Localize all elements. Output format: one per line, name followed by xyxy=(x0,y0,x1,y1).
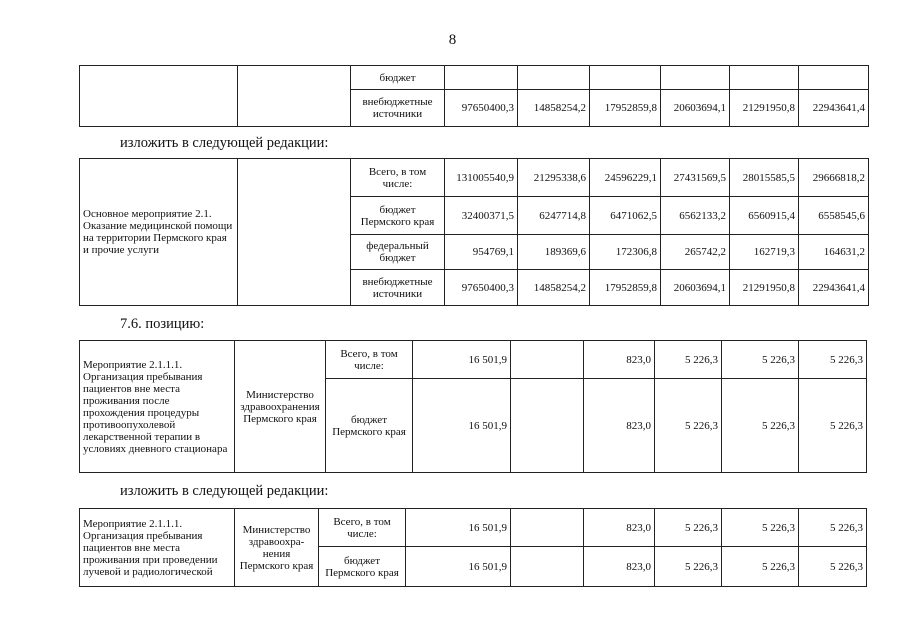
value-cell: 6560915,4 xyxy=(730,197,799,235)
value-cell: 6558545,6 xyxy=(799,197,869,235)
page-number: 8 xyxy=(448,32,457,48)
category-cell: бюджет Пермского края xyxy=(351,197,445,235)
value-cell xyxy=(799,66,869,90)
description-cell: Мероприятие 2.1.1.1. Организация пребывания пациентов вне места проживания после прохождения процедуры противоопухолевой лекарственной терапии в условиях дневного стационара xyxy=(80,341,235,473)
value-cell: 265742,2 xyxy=(661,235,730,270)
value-cell: 22943641,4 xyxy=(799,90,869,127)
value-cell: 172306,8 xyxy=(590,235,661,270)
ministry-cell: Министерство здравоохра-нения Пермского края xyxy=(235,509,319,587)
value-cell: 17952859,8 xyxy=(590,270,661,306)
value-cell: 5 226,3 xyxy=(799,509,867,547)
value-cell: 823,0 xyxy=(584,547,655,587)
table-row xyxy=(80,159,869,197)
description-cell: Мероприятие 2.1.1.1. Организация пребывания пациентов вне места проживания при проведении лучевой и радиологической xyxy=(80,509,235,587)
value-cell xyxy=(511,379,584,473)
value-cell: 16 501,9 xyxy=(413,341,511,379)
table-row xyxy=(80,66,869,90)
ministry-cell: Министерство здравоохранения Пермского края xyxy=(235,341,326,473)
value-cell xyxy=(511,547,584,587)
value-cell: 14858254,2 xyxy=(518,270,590,306)
value-cell: 5 226,3 xyxy=(722,509,799,547)
category-cell: Всего, в том числе: xyxy=(351,159,445,197)
value-cell: 97650400,3 xyxy=(445,270,518,306)
value-cell: 32400371,5 xyxy=(445,197,518,235)
value-cell: 5 226,3 xyxy=(799,379,867,473)
value-cell: 29666818,2 xyxy=(799,159,869,197)
category-cell: внебюджетные источники xyxy=(351,90,445,127)
value-cell: 21291950,8 xyxy=(730,90,799,127)
value-cell: 5 226,3 xyxy=(799,547,867,587)
value-cell: 189369,6 xyxy=(518,235,590,270)
value-cell: 16 501,9 xyxy=(406,509,511,547)
value-cell xyxy=(730,66,799,90)
value-cell: 22943641,4 xyxy=(799,270,869,306)
value-cell: 823,0 xyxy=(584,379,655,473)
value-cell: 28015585,5 xyxy=(730,159,799,197)
value-cell: 20603694,1 xyxy=(661,270,730,306)
value-cell: 21295338,6 xyxy=(518,159,590,197)
value-cell: 5 226,3 xyxy=(722,341,799,379)
value-cell: 6471062,5 xyxy=(590,197,661,235)
value-cell xyxy=(518,66,590,90)
value-cell: 16 501,9 xyxy=(413,379,511,473)
value-cell: 5 226,3 xyxy=(722,379,799,473)
main-activity-table xyxy=(79,158,869,306)
category-cell: Всего, в том числе: xyxy=(319,509,406,547)
value-cell xyxy=(590,66,661,90)
value-cell: 823,0 xyxy=(584,509,655,547)
value-cell: 131005540,9 xyxy=(445,159,518,197)
value-cell: 954769,1 xyxy=(445,235,518,270)
value-cell: 823,0 xyxy=(584,341,655,379)
value-cell: 5 226,3 xyxy=(655,379,722,473)
value-cell: 5 226,3 xyxy=(722,547,799,587)
caption-position: 7.6. позицию: xyxy=(120,316,205,332)
value-cell: 162719,3 xyxy=(730,235,799,270)
activity-table-new xyxy=(79,508,867,587)
category-cell: федеральный бюджет xyxy=(351,235,445,270)
budget-table-continuation xyxy=(79,65,869,127)
category-cell: бюджет xyxy=(351,66,445,90)
value-cell: 5 226,3 xyxy=(655,547,722,587)
description-cell: Основное мероприятие 2.1. Оказание медицинской помощи на территории Пермского края и прочие услуги xyxy=(80,159,238,306)
value-cell xyxy=(661,66,730,90)
value-cell xyxy=(511,509,584,547)
value-cell xyxy=(511,341,584,379)
value-cell: 6247714,8 xyxy=(518,197,590,235)
value-cell: 164631,2 xyxy=(799,235,869,270)
value-cell: 16 501,9 xyxy=(406,547,511,587)
caption-edit-2: изложить в следующей редакции: xyxy=(120,483,329,499)
activity-table-old xyxy=(79,340,867,473)
value-cell: 24596229,1 xyxy=(590,159,661,197)
table-row xyxy=(80,509,867,547)
value-cell: 6562133,2 xyxy=(661,197,730,235)
value-cell: 5 226,3 xyxy=(655,509,722,547)
ministry-cell xyxy=(238,66,351,127)
value-cell: 17952859,8 xyxy=(590,90,661,127)
category-cell: Всего, в том числе: xyxy=(326,341,413,379)
caption-edit-1: изложить в следующей редакции: xyxy=(120,135,329,151)
value-cell: 14858254,2 xyxy=(518,90,590,127)
description-cell xyxy=(80,66,238,127)
value-cell: 21291950,8 xyxy=(730,270,799,306)
category-cell: внебюджетные источники xyxy=(351,270,445,306)
ministry-cell xyxy=(238,159,351,306)
value-cell: 5 226,3 xyxy=(655,341,722,379)
value-cell xyxy=(445,66,518,90)
value-cell: 5 226,3 xyxy=(799,341,867,379)
category-cell: бюджет Пермского края xyxy=(319,547,406,587)
value-cell: 20603694,1 xyxy=(661,90,730,127)
category-cell: бюджет Пермского края xyxy=(326,379,413,473)
value-cell: 97650400,3 xyxy=(445,90,518,127)
table-row xyxy=(80,341,867,379)
value-cell: 27431569,5 xyxy=(661,159,730,197)
